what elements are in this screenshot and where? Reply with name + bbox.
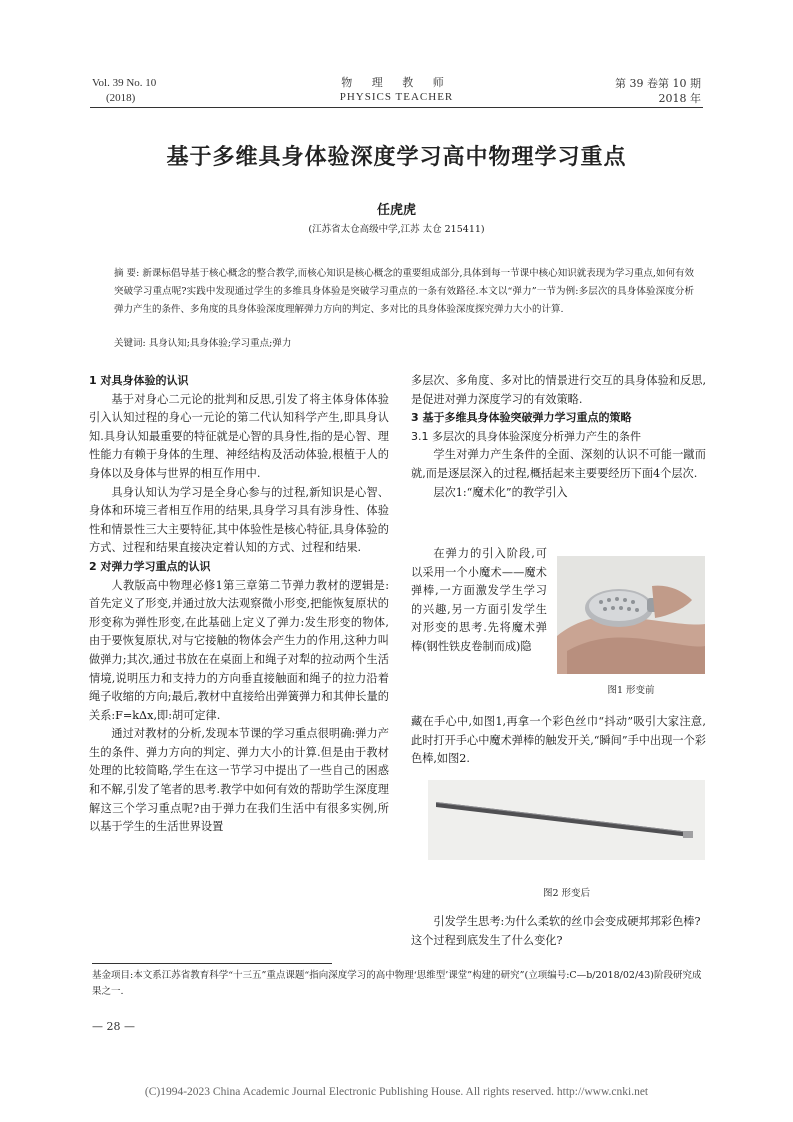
paragraph: 通过对教材的分析,发现本节课的学习重点很明确:弹力产生的条件、弹力方向的判定、弹力大小的计算.但是由于教材处理的比较简略,学生在这一节学习中提出了一些自己的困惑和不解,引发了笔者的思考.教学中如何有效的帮助学生深度理解这三个学习重点呢?由于弹力在我们生活中有很多实例,所以基于学生的生活世界设置: [89, 727, 389, 834]
paragraph: 具身认知认为学习是全身心参与的过程,新知识是心智、身体和环境三者相互作用的结果,具身学习具有涉身性、体验性和情景性三大主要特征,其中体验性是核心特征,具身体验的方式、过程和结果直接决定着认知的方式、过程和结果.: [89, 485, 389, 555]
paragraph: 学生对弹力产生条件的全面、深刻的认识不可能一蹴而就,而是逐层深入的过程,概括起来主要要经历下面4个层次.: [411, 448, 706, 480]
paragraph: 多层次、多角度、多对比的情景进行交互的具身体验和反思,是促进对弹力深度学习的有效策略.: [411, 374, 706, 406]
keywords: [114, 337, 694, 351]
journal-name-en: PHYSICS TEACHER: [339, 91, 454, 103]
abstract-label: 摘 要:: [114, 268, 140, 279]
right-column-continued: [411, 713, 706, 769]
paragraph: 引发学生思考:为什么柔软的丝巾会变成硬邦邦彩色棒?这个过程到底发生了什么变化?: [411, 915, 701, 947]
left-column: [89, 372, 389, 837]
keywords-text: 具身认知;具身体验;学习重点;弹力: [148, 338, 292, 349]
paragraph: 基于对身心二元论的批判和反思,引发了将主体身体体验引入认知过程的身心一元论的第二代认知科学产生,即具身认知.具身认知最重要的特征就是心智的具身性,指的是心智、理性能力有赖于身体的生理、神经结构及活动体验,根植于人的身体以及身体与世界的相互作用中.: [89, 392, 389, 480]
paragraph: 藏在手心中,如图1,再拿一个彩色丝巾“抖动”吸引大家注意,此时打开手心中魔术弹棒的触发开关,“瞬间”手中出现一个彩色棒,如图2.: [411, 715, 706, 766]
footnote: 基金项目:本文系江苏省教育科学“十三五”重点课题“指向深度学习的高中物理‘思维型’课堂”构建的研究”(立项编号:C—b/2018/02/43)阶段研究成果之一.: [92, 970, 702, 997]
copyright-line: (C)1994-2023 China Academic Journal Electronic Publishing House. All rights reserved. http://www.cnki.net: [144, 1086, 649, 1098]
figure-2-image: [428, 780, 705, 860]
header-issue-block: [615, 76, 701, 106]
paragraph: 在弹力的引入阶段,可以采用一个小魔术——魔术弹棒,一方面激发学生学习的兴趣,另一方面引发学生对形变的思考.先将魔术弹棒(钢性铁皮卷制而成)隐: [411, 547, 547, 653]
section-1-heading: 1 对具身体验的认识: [89, 374, 189, 387]
rod-photo: [428, 780, 705, 860]
abstract: [114, 265, 694, 319]
figure-wrap-text: [411, 545, 547, 657]
article-title: 基于多维具身体验深度学习高中物理学习重点: [166, 145, 627, 170]
header-rule: [90, 107, 703, 108]
header-volume: Vol. 39 No. 10: [92, 77, 157, 89]
figure-1-caption: 图1 形变前: [607, 685, 655, 696]
section-3-1-heading: 3.1 多层次的具身体验深度分析弹力产生的条件: [411, 429, 641, 443]
figure-1-image: [557, 556, 705, 674]
header-volume-cn: 第 39 卷第 10 期: [615, 77, 701, 90]
level-1-heading: 层次1:“魔术化”的教学引入: [433, 485, 568, 499]
question-paragraph: [411, 913, 706, 950]
hand-holding-roll-photo: [557, 556, 705, 674]
keywords-label: 关键词:: [114, 338, 146, 349]
header-year: (2018): [106, 92, 136, 104]
page-number: — 28 —: [92, 1020, 135, 1033]
footnote-rule: [92, 963, 332, 964]
section-2-heading: 2 对弹力学习重点的认识: [89, 559, 211, 573]
journal-name-cn: 物 理 教 师: [341, 76, 452, 89]
header-year-cn: 2018 年: [658, 92, 701, 105]
section-3-heading: 3 基于多维具身体验突破弹力学习重点的策略: [411, 411, 632, 425]
right-column: [411, 372, 706, 502]
author-affiliation: (江苏省太仓高级中学,江苏 太仓 215411): [308, 224, 485, 235]
abstract-text: 新课标倡导基于核心概念的整合教学,而核心知识是核心概念的重要组成部分,具体到每一节课中核心知识就表现为学习重点,如何有效突破学习重点呢?实践中发现通过学生的多维具身体验是突破学习重点的一条有效路径.本文以“弹力”一节为例:多层次的具身体验深度分析弹力产生的条件、多角度的具身体验深度理解弹力方向的判定、多对比的具身体验深度探究弹力大小的计算.: [114, 268, 694, 315]
paragraph: 人教版高中物理必修1第三章第二节弹力教材的逻辑是:首先定义了形变,并通过放大法观察微小形变,把能恢复原状的形变称为弹性形变,在此基础上定义了弹力:发生形变的物体,由于要恢复原状,对与它接触的物体会产生力的作用,这种力叫做弹力;其次,通过书放在在桌面上和绳子对犁的拉动两个生活情境,说明压力和支持力的方向垂直接触面和绳子的拉力沿着绳子收缩的方向;最后,教材中直接给出弹簧弹力和其伸长量的关系:F=kΔx,即:胡可定律.: [89, 578, 389, 722]
figure-2-caption: 图2 形变后: [542, 888, 591, 899]
author-name: 任虎虎: [376, 203, 416, 218]
